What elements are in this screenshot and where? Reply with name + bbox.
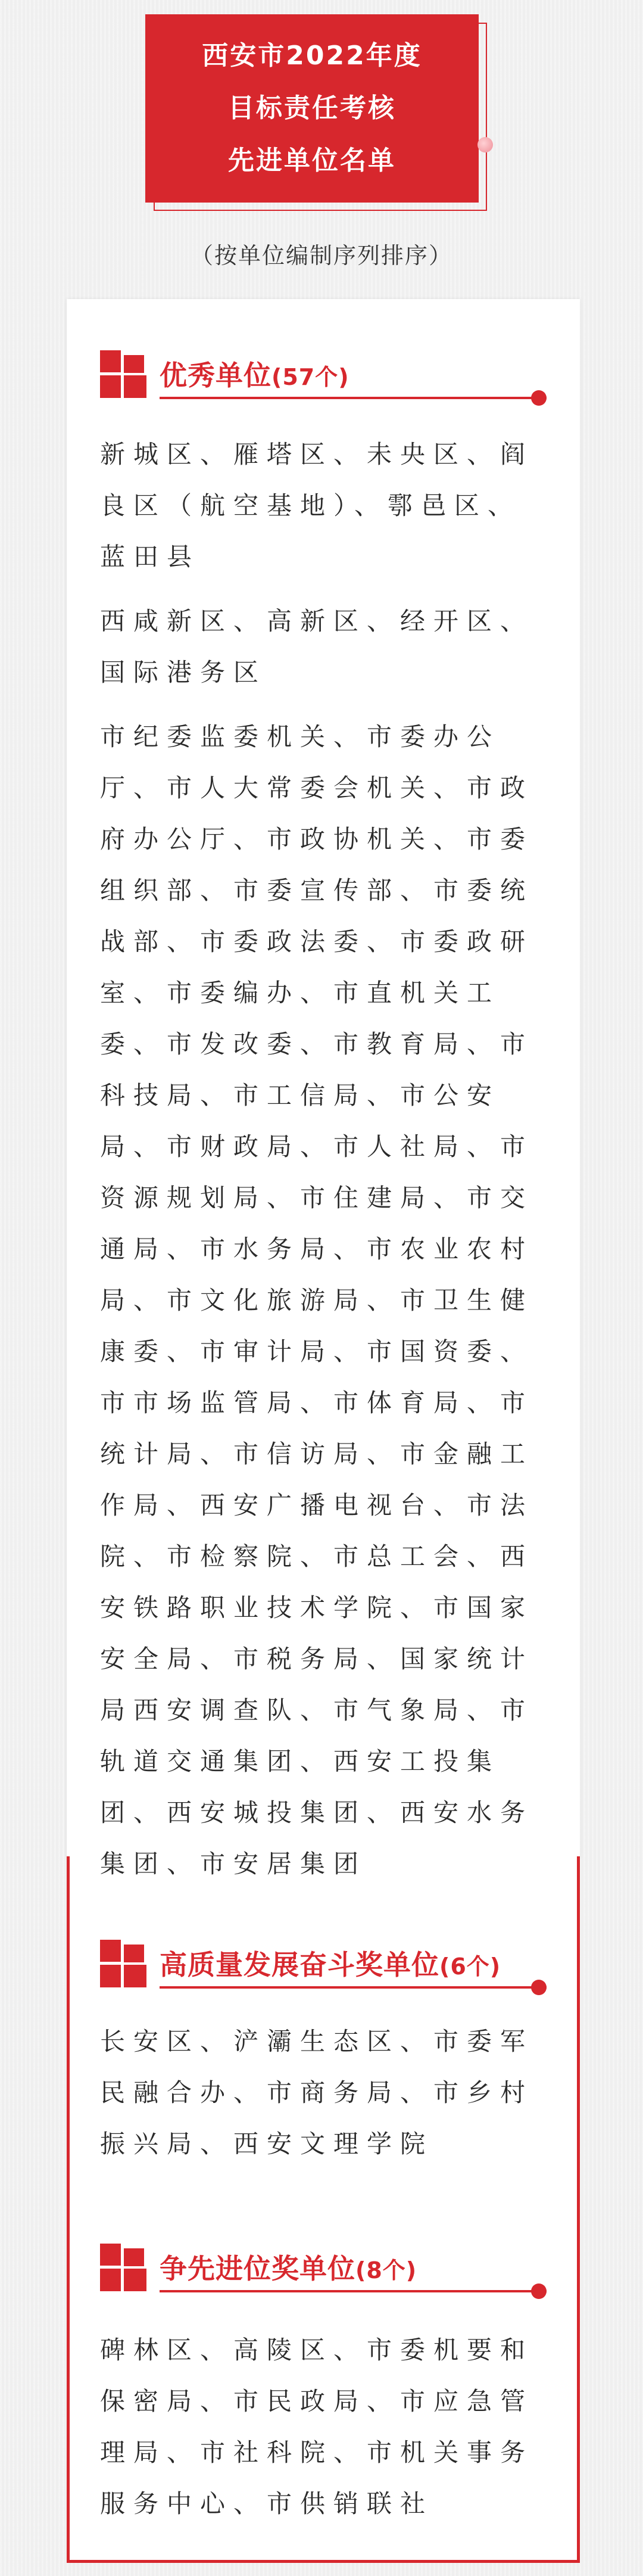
section-count: (8个) — [355, 2257, 417, 2283]
unit-list-paragraph: 碑林区、高陵区、市委机要和保密局、市民政局、市应急管理局、市社科院、市机关事务服务中心、市供销联社 — [100, 2335, 534, 2518]
section-title: 争先进位奖单位(8个) — [160, 2253, 417, 2285]
section-heading-quality — [100, 1940, 551, 1993]
section-count: (6个) — [439, 1953, 501, 1980]
title-line-3: 先进单位名单 — [228, 145, 396, 176]
heading-underline — [160, 397, 547, 399]
unit-list-paragraph: 长安区、浐灞生态区、市委军民融合办、市商务局、市乡村振兴局、西安文理学院 — [100, 2027, 534, 2158]
title-line-1: 西安市2022年度 — [202, 41, 422, 71]
heading-underline — [160, 1986, 547, 1989]
section-title: 高质量发展奋斗奖单位(6个) — [160, 1949, 501, 1981]
squares-icon — [100, 2244, 148, 2292]
unit-list-paragraph: 西咸新区、高新区、经开区、国际港务区 — [100, 606, 534, 687]
heading-underline — [160, 2290, 547, 2292]
heading-dot — [531, 390, 547, 406]
unit-list-paragraph: 市纪委监委机关、市委办公厅、市人大常委会机关、市政府办公厅、市政协机关、市委组织部、市委宣传部、市委统战部、市委政法委、市委政研室、市委编办、市直机关工委、市发改委、市教育局、市科技局、市工信局、市公安局、市财政局、市人社局、市资源规划局、市住建局、市交通局、市水务局、市农业农村局、市文化旅游局、市卫生健康委、市审计局、市国资委、市市场监管局、市体育局、市统计局、市信访局、市金融工作局、西安广播电视台、市法院、市检察院、市总工会、西安铁路职业技术学院、市国家安全局、市税务局、国家统计局西安调查队、市气象局、市轨道交通集团、西安工投集团、西安城投集团、西安水务集团、市安居集团 — [100, 722, 534, 1878]
decorative-dot — [477, 137, 493, 153]
section-count: (57个) — [271, 364, 349, 390]
heading-dot — [531, 2283, 547, 2299]
unit-list-paragraph: 新城区、雁塔区、未央区、阎良区（航空基地）、鄠邑区、蓝田县 — [100, 440, 534, 571]
page-subtitle: （按单位编制序列排序） — [190, 242, 452, 269]
section-heading-advance — [100, 2244, 551, 2297]
title-banner — [145, 14, 479, 203]
section-title: 优秀单位(57个) — [160, 359, 349, 391]
title-line-2: 目标责任考核 — [228, 93, 396, 123]
squares-icon — [100, 350, 148, 399]
section-heading-excellent — [100, 350, 551, 404]
heading-dot — [531, 1980, 547, 1995]
squares-icon — [100, 1940, 148, 1989]
